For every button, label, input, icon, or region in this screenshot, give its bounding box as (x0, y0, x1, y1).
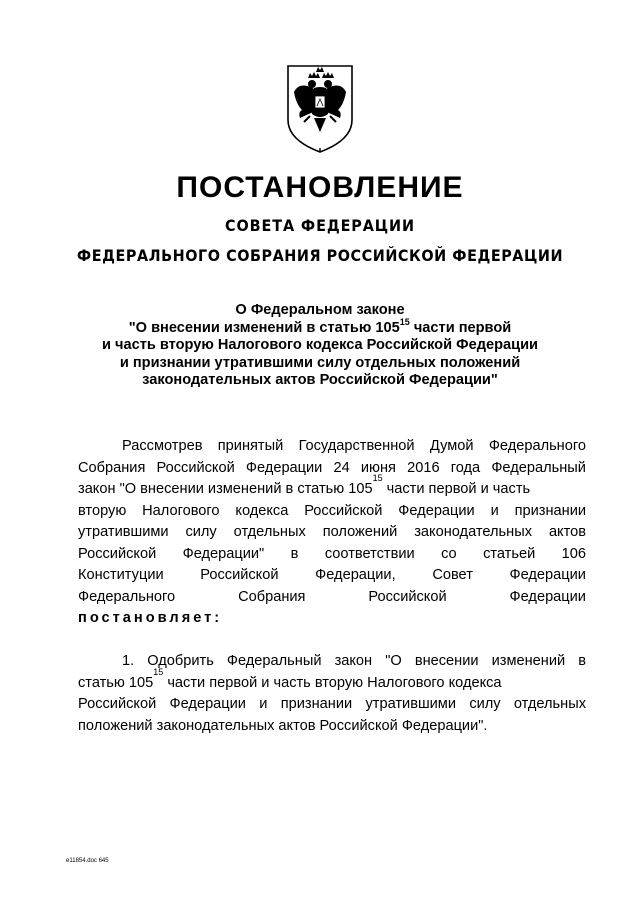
coat-of-arms-emblem (286, 62, 354, 154)
text-line (78, 694, 586, 716)
word: Российской (156, 459, 235, 476)
word: Конституции (78, 567, 164, 583)
word: июня (360, 459, 396, 476)
word: положений (322, 524, 398, 540)
word: Совет (432, 567, 473, 583)
word: Российской (78, 545, 157, 562)
subject-line: законодательных актов Российской Федерации" (142, 372, 498, 388)
word: статьей (483, 545, 536, 562)
text-line (78, 608, 586, 630)
subject-line: и признании утратившими силу отдельных положений (119, 354, 521, 371)
word: Федерации (169, 696, 246, 712)
subject-line (60, 316, 580, 338)
word: Российской (304, 502, 383, 519)
file-code: e11854.doc 645 (66, 858, 109, 864)
word: соответствии (324, 545, 415, 562)
word: и (259, 696, 268, 712)
subject-line: О Федеральном законе (235, 302, 405, 318)
word: Федерального (488, 438, 586, 454)
word: в (290, 545, 299, 562)
word: Федерации (509, 588, 586, 605)
word: утратившими (78, 524, 169, 540)
word: Государственной (298, 438, 415, 454)
word: силу (469, 696, 501, 712)
word: Российской (368, 588, 447, 605)
line-text: статью 105 (78, 674, 154, 691)
text-line (78, 473, 586, 501)
word: "О (385, 653, 402, 669)
word: отдельных (233, 524, 306, 540)
word: отдельных (513, 696, 586, 712)
word: изменений (491, 653, 566, 669)
word: со (441, 545, 457, 562)
word: Федерации, (315, 567, 396, 583)
word: Одобрить (147, 653, 214, 669)
line-text: части первой и часть вторую Налогового кодекса (163, 674, 502, 691)
superscript: 15 (372, 473, 383, 483)
word: 1. (122, 653, 135, 669)
word: актов (548, 524, 586, 540)
word: Налогового (142, 502, 220, 519)
word: законодательных (414, 524, 532, 540)
document-type-title: ПОСТАНОВЛЕНИЕ (176, 171, 464, 204)
word: Федерации (509, 567, 586, 583)
word: вторую (78, 502, 127, 519)
text-line: положений законодательных актов Российской Федерации". (78, 717, 488, 734)
text-line (78, 666, 586, 695)
word: и (490, 502, 499, 519)
word: закон (334, 653, 373, 669)
word: 106 (561, 545, 586, 562)
word: Федерации (398, 502, 475, 519)
word: Думой (429, 438, 474, 454)
subject-text: "О внесении изменений в статью 105 (128, 319, 400, 336)
word: силу (185, 524, 217, 540)
text-line (78, 501, 586, 523)
word: признании (514, 502, 586, 519)
word: года (450, 459, 481, 476)
word: Федерации" (182, 545, 265, 562)
line-text: закон "О внесении изменений в статью 105 (78, 481, 373, 497)
word: Федерации (245, 459, 323, 476)
word: Рассмотрев (122, 438, 203, 454)
line-text: части первой и часть (382, 481, 531, 497)
word: Собрания (78, 459, 146, 476)
text-line (78, 522, 586, 544)
subject-text: части первой (409, 319, 512, 336)
paragraph-resolution-1 (78, 651, 586, 737)
word: Российской (200, 567, 279, 583)
resolves-word: постановляет: (78, 610, 223, 626)
word: Федеральный (491, 459, 586, 476)
document-subject (60, 302, 580, 390)
word: признании (280, 696, 353, 712)
superscript: 15 (153, 666, 164, 677)
issuer-line-2: ФЕДЕРАЛЬНОГО СОБРАНИЯ РОССИЙСКОЙ ФЕДЕРАЦИИ (76, 246, 564, 265)
text-line (78, 436, 586, 458)
coat-of-arms-icon (286, 62, 354, 154)
word: 2016 (407, 459, 440, 476)
word: Федерального (78, 588, 176, 605)
text-line (78, 458, 586, 480)
word: 24 (333, 459, 350, 476)
word: принятый (217, 438, 284, 454)
word: Российской (78, 696, 157, 712)
word: Федеральный (226, 653, 322, 669)
word: утратившими (365, 696, 456, 712)
subject-line: и часть вторую Налогового кодекса Российской Федерации (101, 337, 539, 353)
superscript: 15 (399, 316, 410, 327)
issuer-line-1: СОВЕТА ФЕДЕРАЦИИ (225, 216, 415, 235)
text-line (78, 587, 586, 609)
text-line (78, 544, 586, 566)
word: в (578, 653, 586, 669)
word: кодекса (235, 502, 289, 519)
word: Собрания (238, 588, 306, 605)
text-line (78, 565, 586, 587)
word: внесении (414, 653, 479, 669)
paragraph-considering (78, 436, 586, 630)
